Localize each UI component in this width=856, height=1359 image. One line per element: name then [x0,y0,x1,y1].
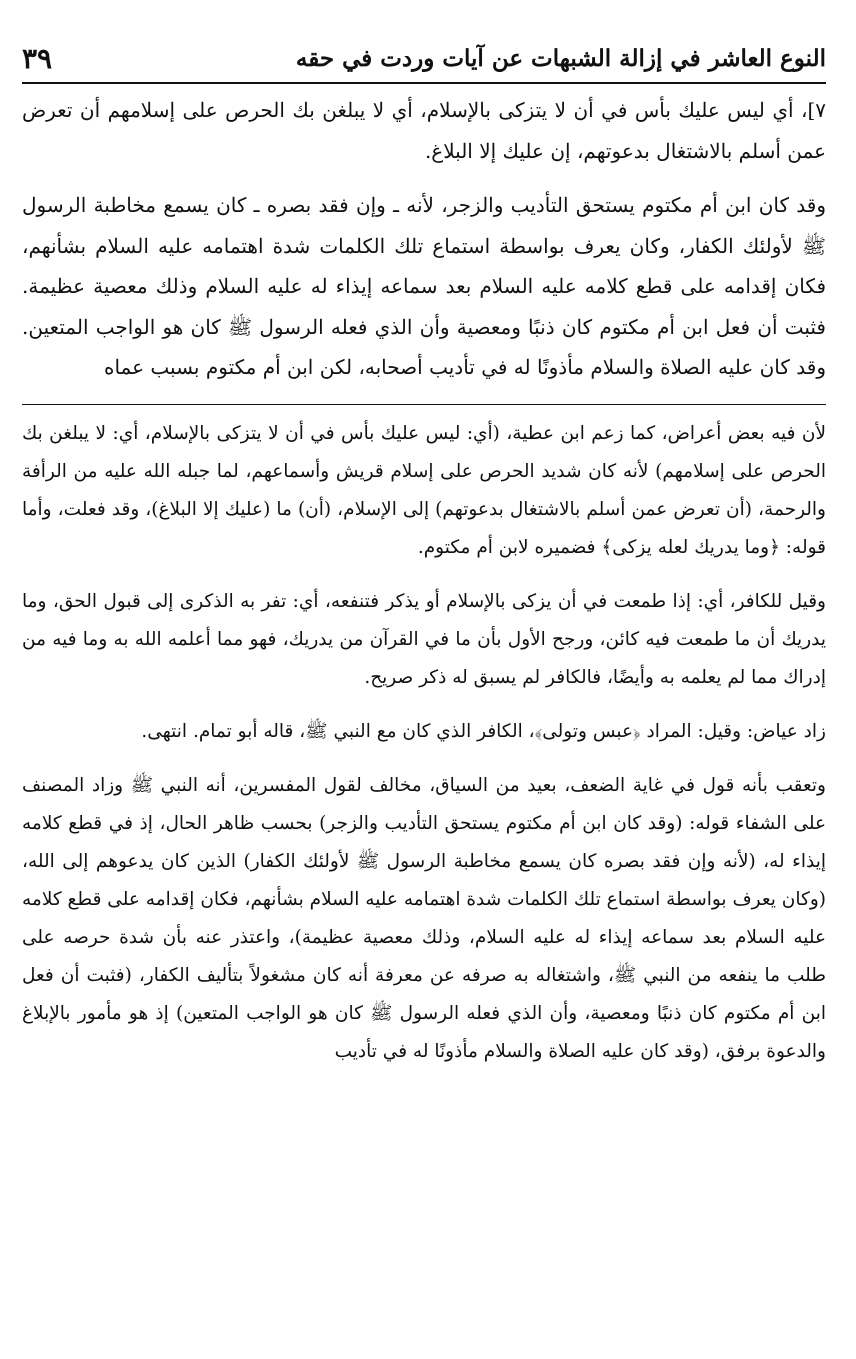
page-number: ٣٩ [22,42,53,75]
page-header [22,30,826,84]
book-page [22,30,826,1071]
commentary-paragraph: وتعقب بأنه قول في غاية الضعف، بعيد من السياق، مخالف لقول المفسرين، أنه النبي ﷺ وزاد المصنف على الشفاء قوله: (وقد كان ابن أم مكتوم يستحق التأديب والزجر) بحسب ظاهر الحال، إذ في قطع كلامه إيذاء له، (لأنه وإن فقد بصره كان يسمع مخاطبة الرسول ﷺ لأولئك الكفار) الذين كان يدعوهم إلى الله، (وكان يعرف بواسطة استماع تلك الكلمات شدة اهتمامه عليه السلام بشأنهم، فكان إقدامه على قطع كلامه عليه السلام بعد سماعه إيذاء له عليه السلام، وذلك معصية عظيمة)، واعتذر عنه بأن شدة حرصه على طلب ما ينفعه من النبي ﷺ، واشتغاله به صرفه عن معرفة أنه كان مشغولاً بتأليف الكفار، (فثبت أن فعل ابن أم مكتوم كان ذنبًا ومعصية، وأن الذي فعله الرسول ﷺ كان هو الواجب المتعين) إذ هو مأمور بالإبلاغ والدعوة برفق، (وقد كان عليه الصلاة والسلام مأذونًا له في تأديب [22,774,826,1062]
commentary-paragraph: وقيل للكافر، أي: إذا طمعت في أن يزكى بالإسلام أو يذكر فتنفعه، أي: تفر به الذكرى إلى قبول الحق، وما يدريك أن ما طمعت فيه كائن، ورجح الأول بأن ما في القرآن من يدريك، فهو مما أعلمه الله به وما فيه من إدراك مما لم يعلمه به وأيضًا، فالكافر لم يسبق له ذكر صريح. [22,590,826,688]
running-title: النوع العاشر في إزالة الشبهات عن آيات وردت في حقه [295,45,826,72]
commentary-text [22,415,826,1071]
commentary-paragraph: لأن فيه بعض أعراض، كما زعم ابن عطية، (أي: ليس عليك بأس في أن لا يتزكى بالإسلام، أي: لا يبلغن بك الحرص على إسلامهم) لأنه كان شديد الحرص على إسلام قريش وأسماعهم، لما جبله الله عليه من الرأفة والرحمة، (أن تعرض عمن أسلم بالاشتغال بدعوتهم) إلى الإسلام، (أن) ما (عليك إلا البلاغ)، وقد فعلت، وأما قوله: ﴿وما يدريك لعله يزكى﴾ فضميره لابن أم مكتوم. [22,422,826,558]
commentary-paragraph: زاد عياض: وقيل: المراد ﴿عبس وتولى﴾، الكافر الذي كان مع النبي ﷺ، قاله أبو تمام. انتهى. [141,720,826,742]
main-text [22,90,826,388]
main-paragraph: وقد كان ابن أم مكتوم يستحق التأديب والزجر، لأنه ـ وإن فقد بصره ـ كان يسمع مخاطبة الرسول ﷺ لأولئك الكفار، وكان يعرف بواسطة استماع تلك الكلمات شدة اهتمامه عليه السلام بشأنهم، فكان إقدامه على قطع كلامه عليه السلام بعد سماعه إيذاء له عليه السلام وذلك معصية عظيمة. فثبت أن فعل ابن أم مكتوم كان ذنبًا ومعصية وأن الذي فعله الرسول ﷺ كان هو الواجب المتعين. وقد كان عليه الصلاة والسلام مأذونًا له في تأديب أصحابه، لكن ابن أم مكتوم بسبب عماه [22,193,826,379]
separator-rule [22,404,826,405]
main-paragraph: ٧]، أي ليس عليك بأس في أن لا يتزكى بالإسلام، أي لا يبلغن بك الحرص على إسلامهم أن تعرض عمن أسلم بالاشتغال بدعوتهم، إن عليك إلا البلاغ. [22,98,826,163]
